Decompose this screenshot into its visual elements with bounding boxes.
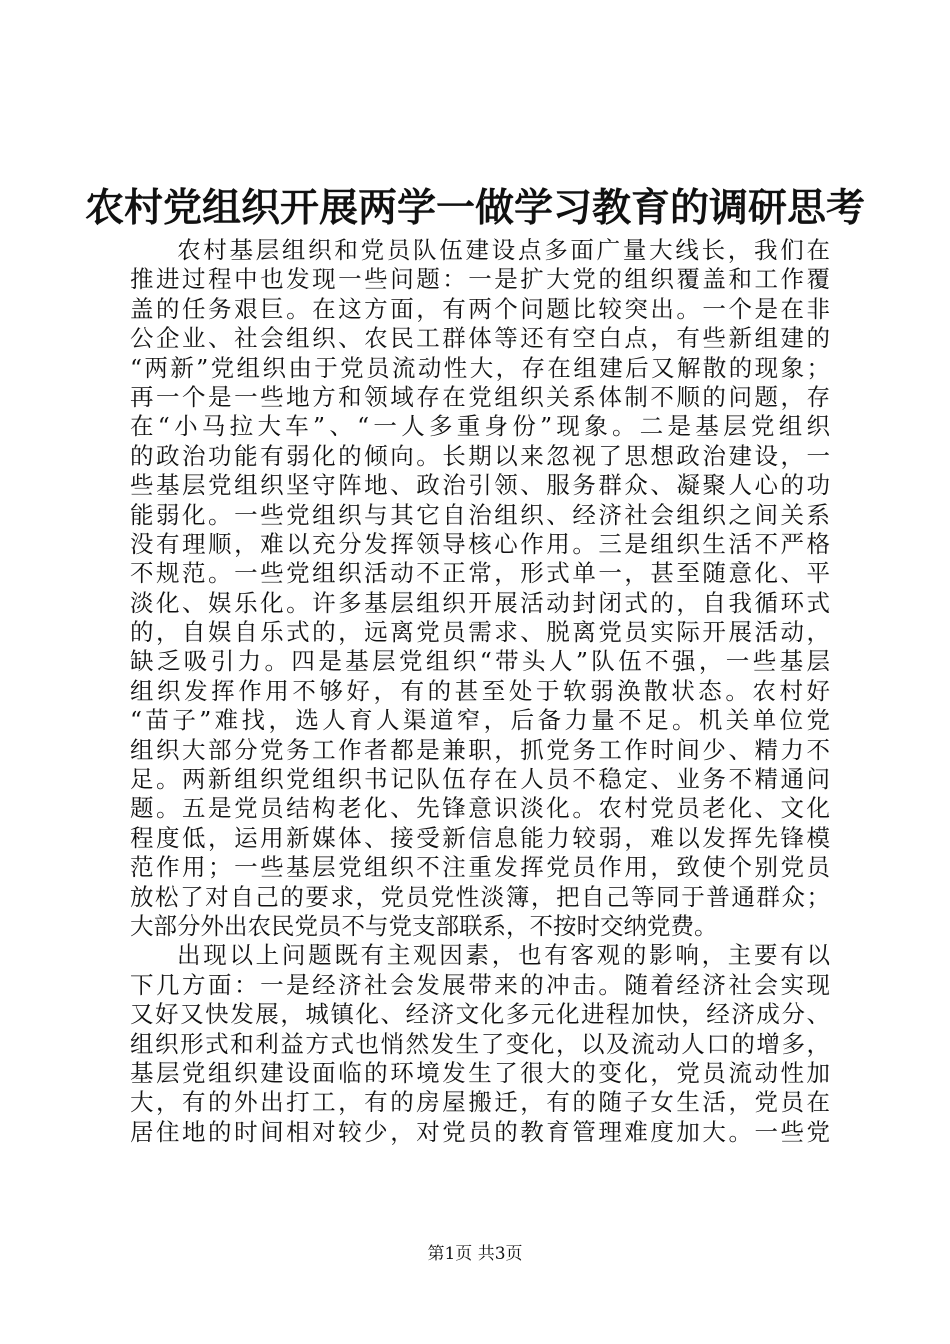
paragraph-line: 在“小马拉大车”、“一人多重身份”现象。二是基层党组织: [130, 412, 830, 441]
document-title: 农村党组织开展两学一做学习教育的调研思考: [84, 186, 865, 231]
paragraph-line: 足。两新组织党组织书记队伍存在人员不稳定、业务不精通问: [130, 765, 830, 794]
paragraph-line: 推进过程中也发现一些问题：一是扩大党的组织覆盖和工作覆: [130, 265, 830, 294]
paragraph-line: 盖的任务艰巨。在这方面，有两个问题比较突出。一个是在非: [130, 294, 830, 323]
paragraph-line: 的，自娱自乐式的，远离党员需求、脱离党员实际开展活动，: [130, 618, 830, 647]
paragraph-1: [130, 236, 830, 941]
paragraph-line: 不规范。一些党组织活动不正常，形式单一，甚至随意化、平: [130, 559, 830, 588]
paragraph-line: 些基层党组织坚守阵地、政治引领、服务群众、凝聚人心的功: [130, 471, 830, 500]
document-body: [130, 236, 830, 1147]
paragraph-line: 组织发挥作用不够好，有的甚至处于软弱涣散状态。农村好: [130, 676, 830, 705]
paragraph-line: “苗子”难找，选人育人渠道窄，后备力量不足。机关单位党: [130, 706, 830, 735]
paragraph-line: 居住地的时间相对较少，对党员的教育管理难度加大。一些党: [130, 1117, 830, 1146]
paragraph-line: 程度低，运用新媒体、接受新信息能力较弱，难以发挥先锋模: [130, 823, 830, 852]
paragraph-line: 淡化、娱乐化。许多基层组织开展活动封闭式的，自我循环式: [130, 588, 830, 617]
paragraph-line: 范作用；一些基层党组织不注重发挥党员作用，致使个别党员: [130, 853, 830, 882]
paragraph-line: 组织大部分党务工作者都是兼职，抓党务工作时间少、精力不: [130, 735, 830, 764]
paragraph-line: 大部分外出农民党员不与党支部联系，不按时交纳党费。: [130, 911, 718, 940]
paragraph-line: 下几方面：一是经济社会发展带来的冲击。随着经济社会实现: [130, 970, 830, 999]
paragraph-line: 能弱化。一些党组织与其它自治组织、经济社会组织之间关系: [130, 500, 830, 529]
page-footer: 第1页 共3页: [427, 1244, 523, 1264]
paragraph-line: 又好又快发展，城镇化、经济文化多元化进程加快，经济成分、: [130, 1000, 830, 1029]
paragraph-line: 放松了对自己的要求，党员党性淡簿，把自己等同于普通群众；: [130, 882, 830, 911]
paragraph-line: “两新”党组织由于党员流动性大，存在组建后又解散的现象；: [130, 353, 830, 382]
paragraph-line: 公企业、社会组织、农民工群体等还有空白点，有些新组建的: [130, 324, 830, 353]
paragraph-line: 出现以上问题既有主观因素，也有客观的影响，主要有以: [177, 941, 830, 970]
paragraph-2: [130, 941, 830, 1147]
paragraph-line: 的政治功能有弱化的倾向。长期以来忽视了思想政治建设，一: [130, 441, 830, 470]
paragraph-line: 组织形式和利益方式也悄然发生了变化，以及流动人口的增多，: [130, 1029, 830, 1058]
paragraph-line: 农村基层组织和党员队伍建设点多面广量大线长，我们在: [177, 236, 830, 264]
paragraph-line: 题。五是党员结构老化、先锋意识淡化。农村党员老化、文化: [130, 794, 830, 823]
paragraph-line: 没有理顺，难以充分发挥领导核心作用。三是组织生活不严格: [130, 529, 830, 558]
paragraph-line: 基层党组织建设面临的环境发生了很大的变化，党员流动性加: [130, 1058, 830, 1087]
paragraph-line: 大，有的外出打工，有的房屋搬迁，有的随子女生活，党员在: [130, 1088, 830, 1117]
paragraph-line: 再一个是一些地方和领域存在党组织关系体制不顺的问题，存: [130, 382, 830, 411]
paragraph-line: 缺乏吸引力。四是基层党组织“带头人”队伍不强，一些基层: [130, 647, 830, 676]
